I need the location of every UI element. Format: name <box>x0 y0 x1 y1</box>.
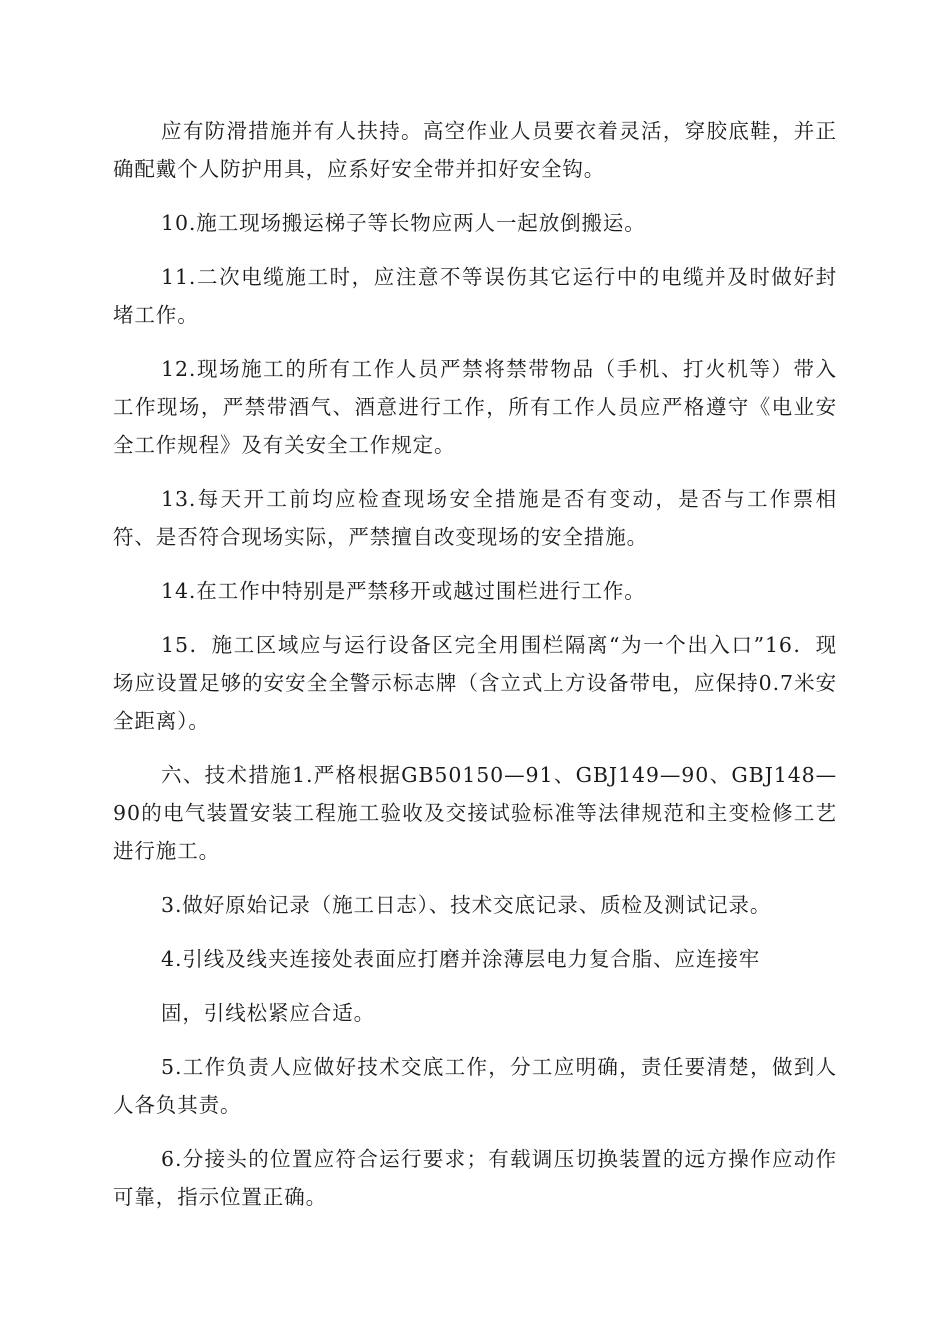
paragraph-technical-measures: 六、技术措施1.严格根据GB50150—91、GBJ149—90、GBJ148—90的电气装置安装工程施工验收及交接试验标准等法律规范和主变检修工艺进行施工。 <box>113 763 837 863</box>
paragraph-4-lead-clamp: 4.引线及线夹连接处表面应打磨并涂薄层电力复合脂、应连接牢 <box>161 947 761 971</box>
paragraph-13-daily-check: 13.每天开工前均应检查现场安全措施是否有变动，是否与工作票相符、是否符合现场实际，严禁擅自改变现场的安全措施。 <box>113 487 837 549</box>
paragraph-15-16-isolation-signs: 15．施工区域应与运行设备区完全用围栏隔离“为一个出入口”16．现场应设置足够的安安全全警示标志牌（含立式上方设备带电，应保持0.7米安全距离）。 <box>113 633 837 733</box>
paragraph-6-tap-position: 6.分接头的位置应符合运行要求；有载调压切换装置的远方操作应动作可靠，指示位置正确。 <box>113 1147 837 1209</box>
paragraph-ladder-safety: 应有防滑措施并有人扶持。高空作业人员要衣着灵活，穿胶底鞋，并正确配戴个人防护用具，应系好安全带并扣好安全钩。 <box>113 119 837 181</box>
paragraph-5-responsibility: 5.工作负责人应做好技术交底工作，分工应明确，责任要清楚，做到人人各负其责。 <box>113 1055 837 1117</box>
paragraph-14-fence: 14.在工作中特别是严禁移开或越过围栏进行工作。 <box>161 579 646 603</box>
document-body <box>113 112 837 1232</box>
paragraph-12-prohibited-items: 12.现场施工的所有工作人员严禁将禁带物品（手机、打火机等）带入工作现场，严禁带酒气、酒意进行工作，所有工作人员应严格遵守《电业安全工作规程》及有关安全工作规定。 <box>113 357 837 457</box>
paragraph-11-secondary-cable: 11.二次电缆施工时，应注意不等误伤其它运行中的电缆并及时做好封堵工作。 <box>113 265 837 327</box>
paragraph-4-continued: 固，引线松紧应合适。 <box>161 1001 375 1025</box>
paragraph-3-records: 3.做好原始记录（施工日志）、技术交底记录、质检及测试记录。 <box>161 893 772 917</box>
paragraph-10-ladder-transport: 10.施工现场搬运梯子等长物应两人一起放倒搬运。 <box>161 211 646 235</box>
